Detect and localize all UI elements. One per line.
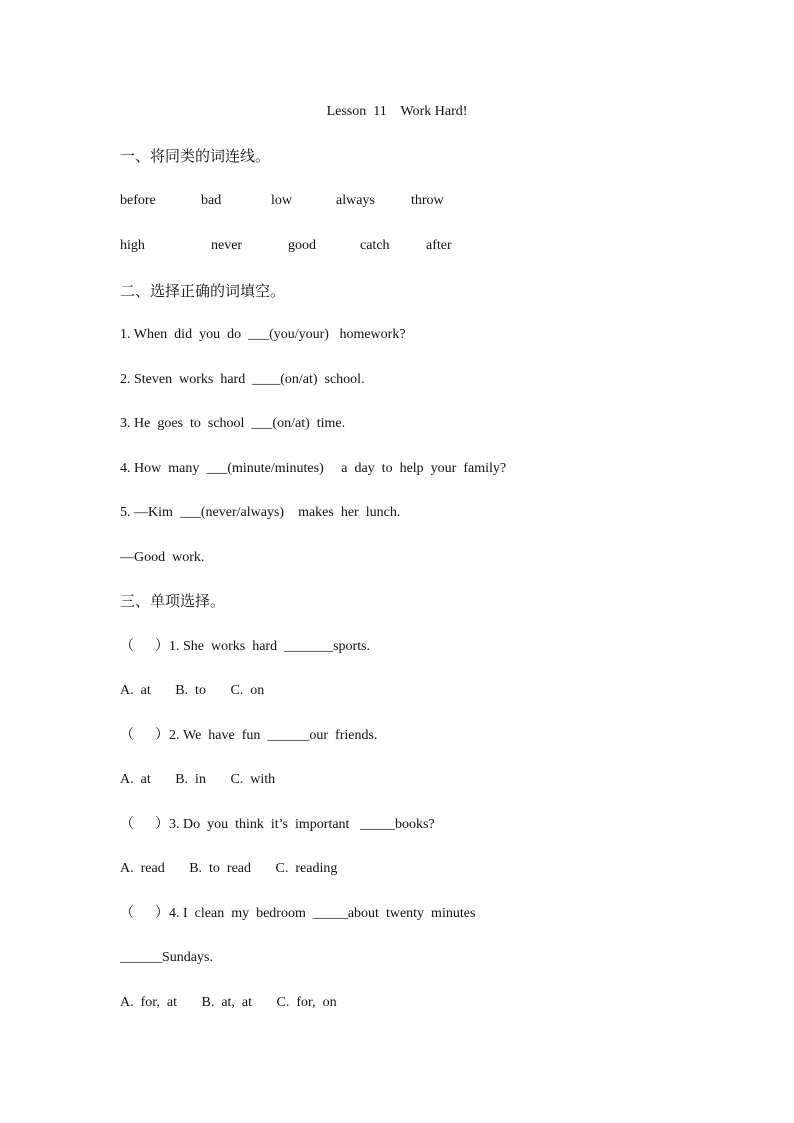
- word-good[interactable]: good: [288, 238, 316, 253]
- choice-question-1: （ ）1. She works hard _______sports.: [120, 639, 371, 654]
- fill-blank-question-2: 2. Steven works hard ____(on/at) school.: [120, 372, 365, 387]
- choice-question-4-continued: ______Sundays.: [120, 950, 213, 965]
- fill-blank-question-3: 3. He goes to school ___(on/at) time.: [120, 416, 346, 431]
- section-1-heading: 一、将同类的词连线。: [120, 147, 271, 165]
- word-before[interactable]: before: [120, 193, 156, 208]
- choice-question-3: （ ）3. Do you think it’s important _____books?: [120, 817, 435, 832]
- choice-options-4: A. for, at B. at, at C. for, on: [120, 995, 337, 1010]
- fill-blank-question-5: 5. —Kim ___(never/always) makes her lunch.: [120, 505, 401, 520]
- choice-options-2: A. at B. in C. with: [120, 772, 276, 787]
- fill-blank-question-1: 1. When did you do ___(you/your) homework?: [120, 327, 406, 342]
- word-after[interactable]: after: [426, 238, 452, 253]
- choice-question-4: （ ）4. I clean my bedroom _____about twenty minutes: [120, 906, 476, 921]
- fill-blank-question-5-reply: —Good work.: [120, 550, 205, 565]
- word-high[interactable]: high: [120, 238, 145, 253]
- fill-blank-question-4: 4. How many ___(minute/minutes) a day to help your family?: [120, 461, 507, 476]
- word-always[interactable]: always: [336, 193, 375, 208]
- word-throw[interactable]: throw: [411, 193, 444, 208]
- choice-options-3: A. read B. to read C. reading: [120, 861, 338, 876]
- word-low[interactable]: low: [271, 193, 292, 208]
- word-never[interactable]: never: [211, 238, 243, 253]
- page-title: Lesson 11 Work Hard!: [326, 104, 468, 119]
- word-bad[interactable]: bad: [201, 193, 222, 208]
- section-2-heading: 二、选择正确的词填空。: [120, 282, 286, 300]
- choice-options-1: A. at B. to C. on: [120, 683, 265, 698]
- choice-question-2: （ ）2. We have fun ______our friends.: [120, 728, 378, 743]
- section-3-heading: 三、单项选择。: [120, 592, 226, 610]
- word-catch[interactable]: catch: [360, 238, 390, 253]
